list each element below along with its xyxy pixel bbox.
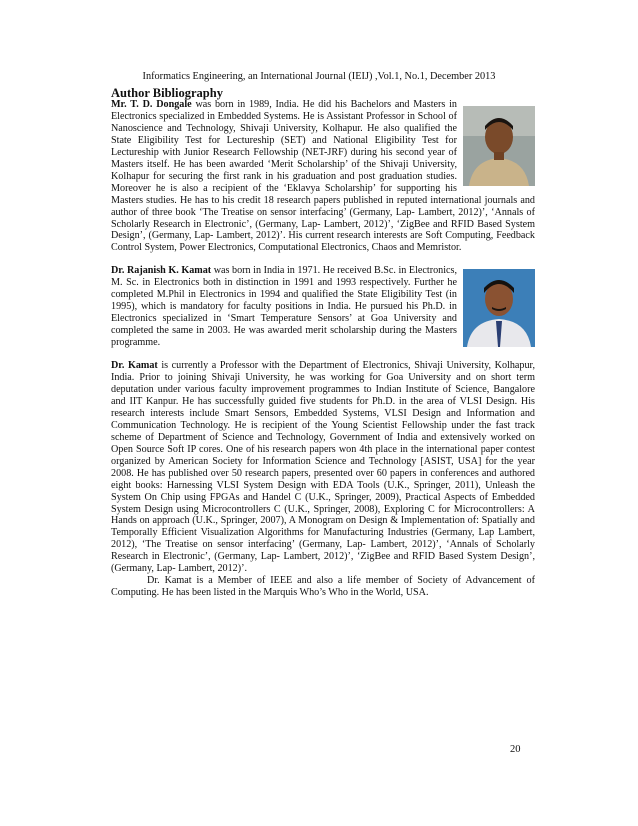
author-name-dongale: Mr. T. D. Dongale (111, 99, 192, 110)
author-photo-dongale (463, 106, 535, 186)
page-number: 20 (510, 744, 521, 755)
author-name-kamat: Dr. Rajanish K. Kamat (111, 265, 212, 277)
author-name-kamat-short: Dr. Kamat (111, 360, 158, 372)
author-photo-kamat (463, 269, 535, 347)
journal-header: Informatics Engineering, an International Journal (IEIJ) ,Vol.1, No.1, December 2013 (142, 71, 496, 82)
bio-kamat-continued (111, 360, 535, 575)
bio-kamat-closing (111, 575, 535, 599)
bio-text-dongale: was born in 1989, India. He did his Bachelors and Masters in Electronics specialized in Embedded Systems. He is Assistant Professor in School of Nanoscience and Technology, Shivaji University, Kolhapur. He also qualified the State Eligibility Test for Lectureship (SET) and National Eligibility Test for Lectureship with Junior Research Fellowship (NET-JRF) during his second year of Masters itself. He has been awarded ‘Merit Scholarship’ of the Shivaji University, Kolhapur for securing the first rank in his graduation and post graduation studies. Moreover he is also a recipient of the ‘Eklavya Scholarship’ for supporting his Masters studies. He has to his credit 18 research papers published in reputed international journals and author of three book ‘The Treatise on sensor interfacing’ (Germany, Lap- Lambert, 2012)’, ‘Annals of Scholarly Research in Electronic’, (Germany, Lap- Lambert, 2012)’, ‘ZigBee and RFID Based System Design’, (Germany, Lap- Lambert, 2012)’. His current research interests are Soft Computing, Feedback Control System, Power Electronics, Computational Electronics, Chaos and Memristor. (111, 99, 535, 254)
bibliography-body (111, 99, 535, 599)
bio-dongale (111, 99, 535, 254)
bio-text-kamat-closing: Dr. Kamat is a Member of IEEE and also a life member of Society of Advancement of Computing. He has been listed in the Marquis Who’s Who in the World, USA. (111, 575, 535, 599)
bio-text-kamat-continued: is currently a Professor with the Department of Electronics, Shivaji University, Kolhapur, India. Prior to joining Shivaji University, he was working for Goa University and on short term deputation under various faculty improvement programmes to Indian Institute of Science, Bangalore and IIT Kanpur. He has successfully guided five students for Ph.D. in the area of VLSI Design. His research interests include Smart Sensors, Embedded Systems, VLSI Design and Information and Communication Technology. He is recipient of the Young Scientist Fellowship under the fast track scheme of Department of Science and Technology, Government of India and extensively worked on Open Source Soft IP cores. One of his research papers won 4th place in the international paper contest organized by American Society for Information Science and Technology [ASIST, USA] for the year 2008. He has published over 50 research papers, presented over 60 papers in conferences and authored eight books: Harnessing VLSI System Design with EDA Tools (U.K., Springer, 2011), Unleash the System On Chip using FPGAs and Handel C (U.K., Springer, 2009), Practical Aspects of Embedded System Design using Microcontrollers C (U.K., Springer, 2008), Exploring C for Microcontrollers: A Hands on approach (U.K., Springer, 2007), A Monogram on Design & Implementation of: Spatially and Temporally Efficient Visualization Algorithms for Manufacturing Industries (Germany, Lap Lambert, 2012), ‘The Treatise on sensor interfacing’ (Germany, Lap- Lambert, 2012)’, ‘Annals of Scholarly Research in Electronic’, (Germany, Lap- Lambert, 2012)’, ‘ZigBee and RFID Based System Design’, (Germany, Lap- Lambert, 2012)’. (111, 360, 535, 575)
section-title: Author Bibliography (111, 86, 223, 100)
bio-text-kamat: was born in India in 1971. He received B.Sc. in Electronics, M. Sc. in Electronics both in distinction in 1991 and 1993 respectively. Further he completed M.Phil in Electronics in 1994 and qualified the State Eligibility Test (in 1995), which is mandatory for faculty positions in India. He pursued his Ph.D. in Electronics specialized in ‘Smart Temperature Sensors’ at Goa University and completed the same in 2003. He was awarded merit scholarship during the Masters programme. (111, 265, 458, 349)
bio-kamat (111, 265, 535, 349)
